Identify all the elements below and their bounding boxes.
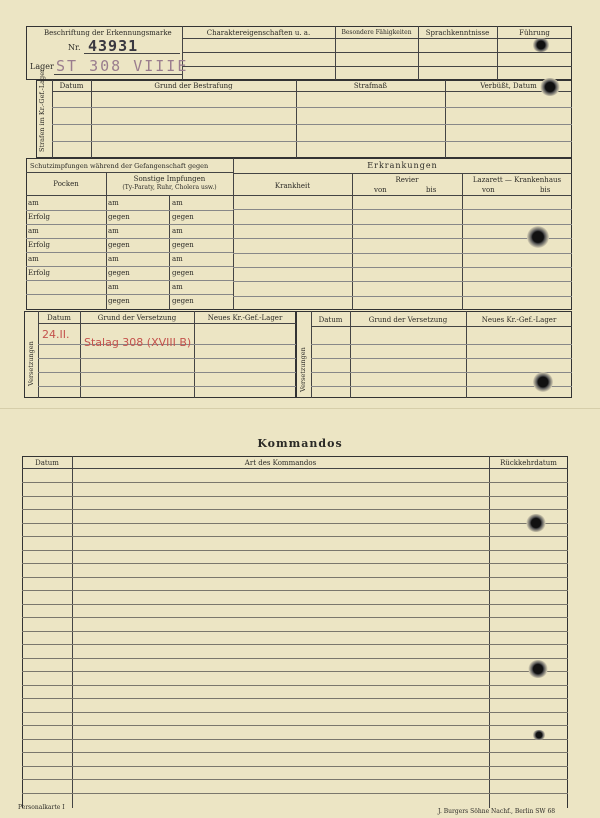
row-line: [22, 482, 568, 483]
strafen-col-datum: Datum: [59, 82, 84, 90]
row-line: [22, 577, 568, 578]
lager-value: ST 308 VIIIE: [56, 57, 189, 75]
row-line: [22, 658, 568, 659]
punch-hole: [532, 730, 546, 740]
row-line: [311, 344, 572, 345]
row-line: [22, 590, 568, 591]
kommandos-col-art: Art des Kommandos: [244, 459, 317, 467]
divider: [52, 91, 572, 92]
divider: [38, 311, 39, 398]
impfung-cell: am: [108, 227, 119, 235]
vers-col-datum-right: Datum: [318, 316, 343, 324]
id-tag-label: Beschriftung der Erkennungsmarke: [44, 29, 172, 37]
impfung-cell: am: [108, 283, 119, 291]
row-line: [233, 281, 572, 282]
row-line: [26, 266, 233, 267]
fold-line: [0, 408, 600, 409]
nr-label: Nr.: [68, 43, 81, 52]
divider: [182, 38, 572, 39]
row-line: [233, 267, 572, 268]
impf-col-sonstige: Sonstige Impfungen: [133, 175, 206, 183]
footer-right: J. Burgers Söhne Nachf., Berlin SW 68: [438, 808, 556, 815]
row-line: [233, 209, 572, 210]
row-line: [22, 563, 568, 564]
row-line: [22, 766, 568, 767]
divider: [233, 158, 234, 310]
erk-col-lazarett: Lazarett — Krankenhaus: [472, 176, 562, 184]
col-sprachen: Sprachkenntnisse: [425, 29, 490, 37]
row-line: [22, 631, 568, 632]
impfung-cell: Erfolg: [28, 213, 50, 221]
divider: [22, 468, 568, 469]
row-line: [22, 617, 568, 618]
nr-value: 43931: [88, 37, 139, 55]
impfungen-title: Schutzimpfungen während der Gefangenschaft gegen: [30, 162, 209, 170]
versetzungen-side-label-right: Versetzungen: [299, 347, 307, 392]
vers-col-lager-right: Neues Kr.-Gef.-Lager: [481, 316, 557, 324]
erk-lazarett-von: von: [482, 186, 495, 194]
row-line: [233, 224, 572, 225]
versetzung-entry-text: Stalag 308 (XVIII B): [84, 336, 192, 349]
erk-revier-bis: bis: [426, 186, 437, 194]
impfung-cell: gegen: [108, 241, 130, 249]
lager-label: Lager: [30, 62, 54, 71]
erk-col-revier: Revier: [395, 176, 419, 184]
impfung-cell: am: [172, 199, 183, 207]
impfung-cell: gegen: [108, 213, 130, 221]
divider: [233, 195, 572, 196]
punch-hole: [527, 226, 549, 248]
impfung-cell: gegen: [108, 297, 130, 305]
vers-col-datum-left: Datum: [47, 314, 71, 322]
divider: [26, 195, 233, 196]
strafen-side-label: Strafen im Kr.-Gef.-Lager: [38, 68, 46, 152]
vers-col-grund-right: Grund der Versetzung: [368, 316, 448, 324]
strafen-col-strafmass: Strafmaß: [353, 82, 388, 90]
divider: [350, 311, 351, 398]
versetzungen-right-block: [296, 311, 572, 398]
col-faehigkeiten: Besondere Fähigkeiten: [341, 29, 412, 36]
nr-underline: [84, 53, 180, 54]
col-fuehrung: Führung: [519, 29, 550, 37]
row-line: [22, 712, 568, 713]
row-line: [233, 296, 572, 297]
impfung-cell: am: [172, 227, 183, 235]
versetzungen-side-label-left: Versetzungen: [27, 341, 35, 386]
divider: [466, 311, 467, 398]
col-charakter: Charaktereigenschaften u. a.: [206, 29, 311, 37]
row-line: [233, 253, 572, 254]
impfung-cell: gegen: [108, 269, 130, 277]
row-line: [22, 739, 568, 740]
impfung-cell: gegen: [172, 269, 194, 277]
row-line: [38, 358, 296, 359]
row-line: [26, 224, 233, 225]
row-line: [22, 793, 568, 794]
divider: [233, 173, 572, 174]
erk-revier-von: von: [374, 186, 387, 194]
row-line: [311, 386, 572, 387]
vers-col-grund-left: Grund der Versetzung: [97, 314, 177, 322]
row-line: [311, 358, 572, 359]
row-line: [26, 252, 233, 253]
kommandos-col-datum: Datum: [35, 459, 59, 467]
impfung-cell: gegen: [172, 297, 194, 305]
impfung-cell: am: [28, 255, 39, 263]
divider: [311, 311, 312, 398]
row-line: [26, 294, 233, 295]
lager-underline: [54, 74, 182, 75]
impfung-cell: am: [28, 227, 39, 235]
strafen-col-grund: Grund der Bestrafung: [154, 82, 233, 90]
row-line: [52, 124, 572, 125]
row-line: [26, 238, 233, 239]
punch-hole: [533, 372, 553, 392]
divider: [106, 172, 107, 310]
punch-hole: [540, 78, 560, 96]
row-line: [22, 752, 568, 753]
kommandos-title: Kommandos: [257, 437, 343, 450]
row-line: [22, 725, 568, 726]
row-line: [38, 372, 296, 373]
row-line: [22, 550, 568, 551]
row-line: [22, 523, 568, 524]
divider: [311, 326, 572, 327]
punch-hole: [528, 660, 548, 678]
row-line: [22, 698, 568, 699]
impfung-cell: gegen: [172, 241, 194, 249]
impfung-cell: am: [172, 255, 183, 263]
row-line: [22, 604, 568, 605]
divider: [26, 172, 233, 173]
row-line: [22, 779, 568, 780]
row-line: [52, 141, 572, 142]
row-line: [38, 386, 296, 387]
row-line: [22, 644, 568, 645]
row-line: [22, 536, 568, 537]
erkrankungen-title: Erkrankungen: [367, 161, 438, 170]
strafen-col-verbuesst: Verbüßt, Datum: [480, 82, 537, 90]
divider: [182, 66, 572, 67]
impf-col-pocken: Pocken: [53, 180, 79, 188]
punch-hole: [526, 514, 546, 532]
divider: [182, 52, 572, 53]
divider: [80, 311, 81, 398]
erk-lazarett-bis: bis: [540, 186, 551, 194]
impfung-cell: Erfolg: [28, 241, 50, 249]
vers-col-lager-left: Neues Kr.-Gef.-Lager: [207, 314, 283, 322]
impfung-cell: am: [172, 283, 183, 291]
row-line: [26, 280, 233, 281]
punch-hole: [532, 38, 550, 52]
row-line: [22, 671, 568, 672]
impfung-cell: gegen: [172, 213, 194, 221]
footer-left: Personalkarte I: [18, 804, 65, 811]
divider: [352, 173, 353, 310]
divider: [38, 323, 296, 324]
row-line: [22, 685, 568, 686]
erk-col-krankheit: Krankheit: [274, 182, 311, 190]
kommandos-col-rueckkehr: Rückkehrdatum: [500, 459, 557, 467]
impfung-cell: am: [108, 199, 119, 207]
row-line: [233, 238, 572, 239]
impf-col-sonstige-sub: (Ty-Paraty, Ruhr, Cholera usw.): [122, 184, 217, 191]
versetzungen-left-block: [24, 311, 296, 398]
impfung-cell: am: [108, 255, 119, 263]
row-line: [22, 496, 568, 497]
impfung-cell: am: [28, 199, 39, 207]
row-line: [22, 509, 568, 510]
divider: [462, 173, 463, 310]
row-line: [311, 372, 572, 373]
impfung-cell: Erfolg: [28, 269, 50, 277]
divider: [194, 311, 195, 398]
versetzung-entry-date: 24.II.: [42, 328, 70, 341]
row-line: [52, 107, 572, 108]
row-line: [26, 210, 233, 211]
